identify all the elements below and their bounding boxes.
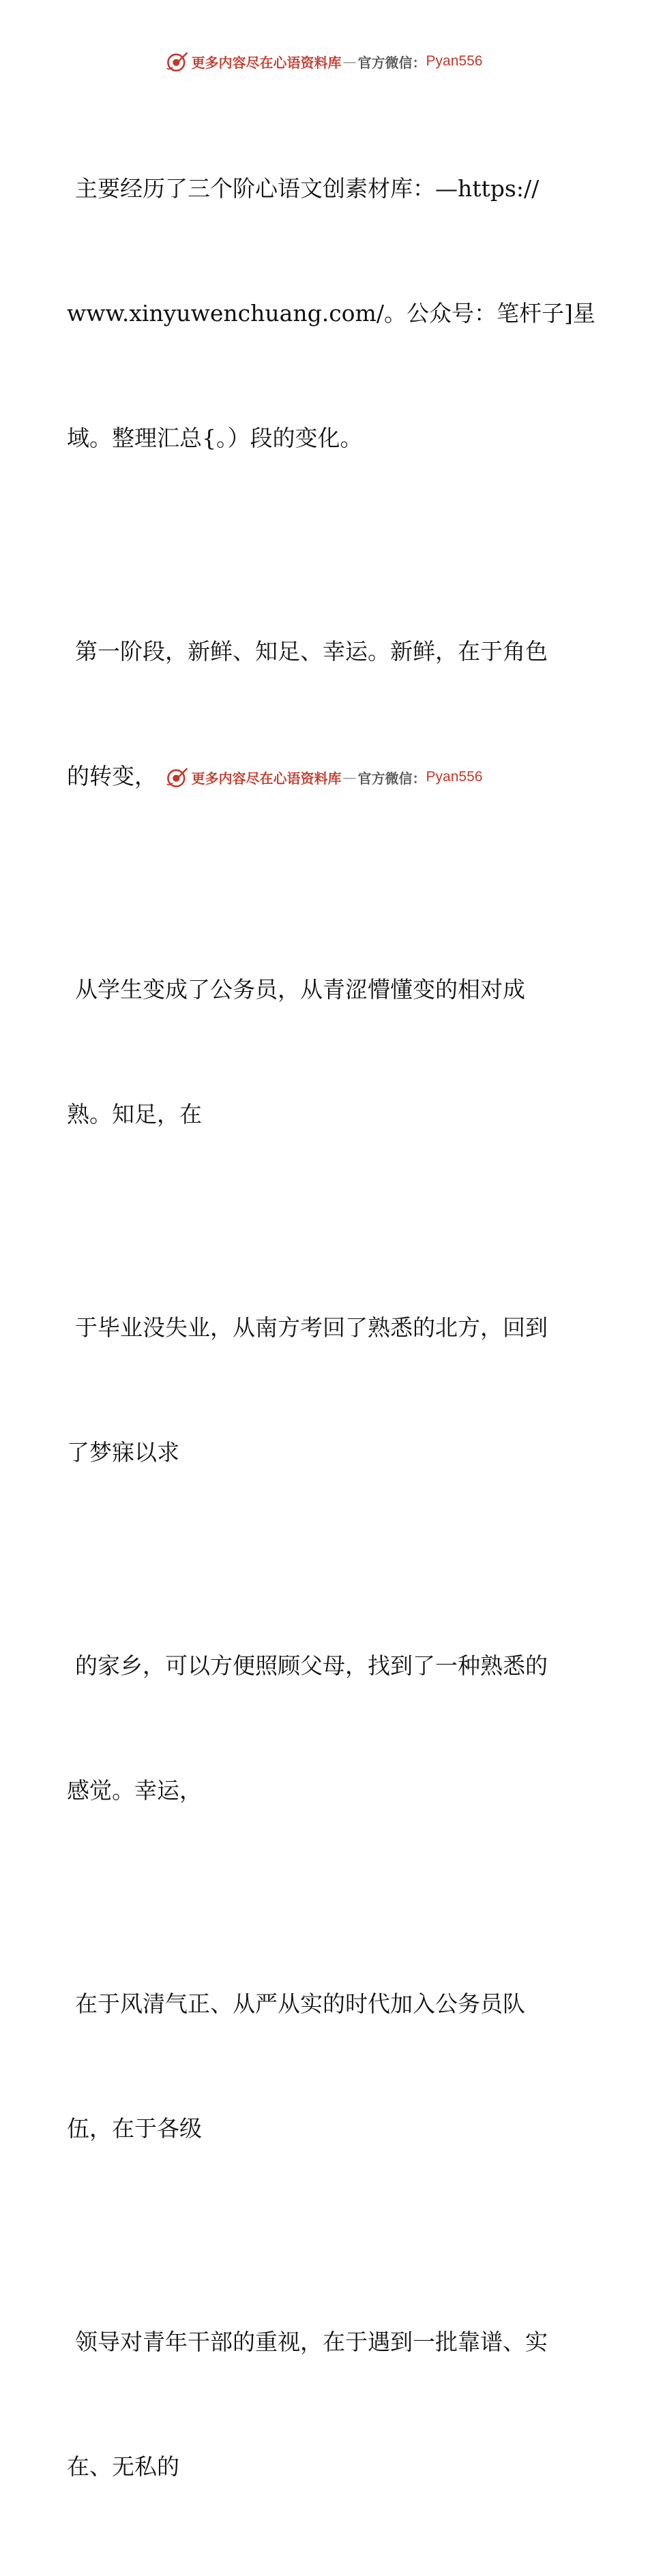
text-line: 于毕业没失业，从南方考回了熟悉的北方，回到 (75, 1314, 548, 1341)
pen-logo-icon (166, 50, 189, 73)
pen-logo-icon (166, 766, 189, 789)
paragraph (67, 885, 572, 1218)
text-line: 伍，在于各级 (67, 2115, 202, 2142)
document-body (67, 85, 595, 2576)
paragraph (67, 1224, 572, 1556)
text-line: 的家乡，可以方便照顾父母，找到了一种熟悉的 (75, 1652, 548, 1679)
paragraph (67, 2238, 572, 2571)
paragraph (67, 1562, 572, 1894)
watermark-site-text: 更多内容尽在心语资料库 (191, 770, 342, 787)
text-line: 在、无私的 (67, 2453, 179, 2480)
text-line: 主要经历了三个阶心语文创素材库：—https:// (75, 175, 540, 202)
text-line: 从学生变成了公务员，从青涩懵懂变的相对成 (75, 976, 525, 1003)
watermark-wechat-id: Pyan556 (426, 53, 483, 69)
paragraph (67, 85, 595, 542)
text-line: 感觉。幸运， (67, 1777, 202, 1804)
watermark-dash: — (342, 769, 357, 785)
watermark-site-text: 更多内容尽在心语资料库 (191, 54, 342, 71)
text-line: 的转变， (67, 763, 157, 789)
header-watermark (0, 48, 648, 75)
text-line: 熟。知足，在 (67, 1101, 202, 1127)
watermark-dash: — (342, 53, 357, 70)
text-line: 领导对青年干部的重视，在于遇到一批靠谱、实 (75, 2329, 548, 2355)
paragraph (67, 547, 572, 880)
text-line: 了梦寐以求 (67, 1439, 179, 1466)
footer-watermark (0, 763, 648, 791)
watermark-label: 官方微信： (357, 770, 426, 787)
watermark-label: 官方微信： (357, 54, 426, 71)
text-line: www.xinyuwenchuang.com/。公众号：笔杆子]星 (67, 300, 595, 327)
text-line: 第一阶段，新鲜、知足、幸运。新鲜，在于角色 (75, 638, 548, 665)
text-line: 在于风清气正、从严从实的时代加入公务员队 (75, 1990, 525, 2017)
paragraph (67, 1900, 572, 2232)
text-line: 域。整理汇总{。）段的变化。 (67, 425, 363, 451)
watermark-wechat-id: Pyan556 (426, 769, 483, 785)
